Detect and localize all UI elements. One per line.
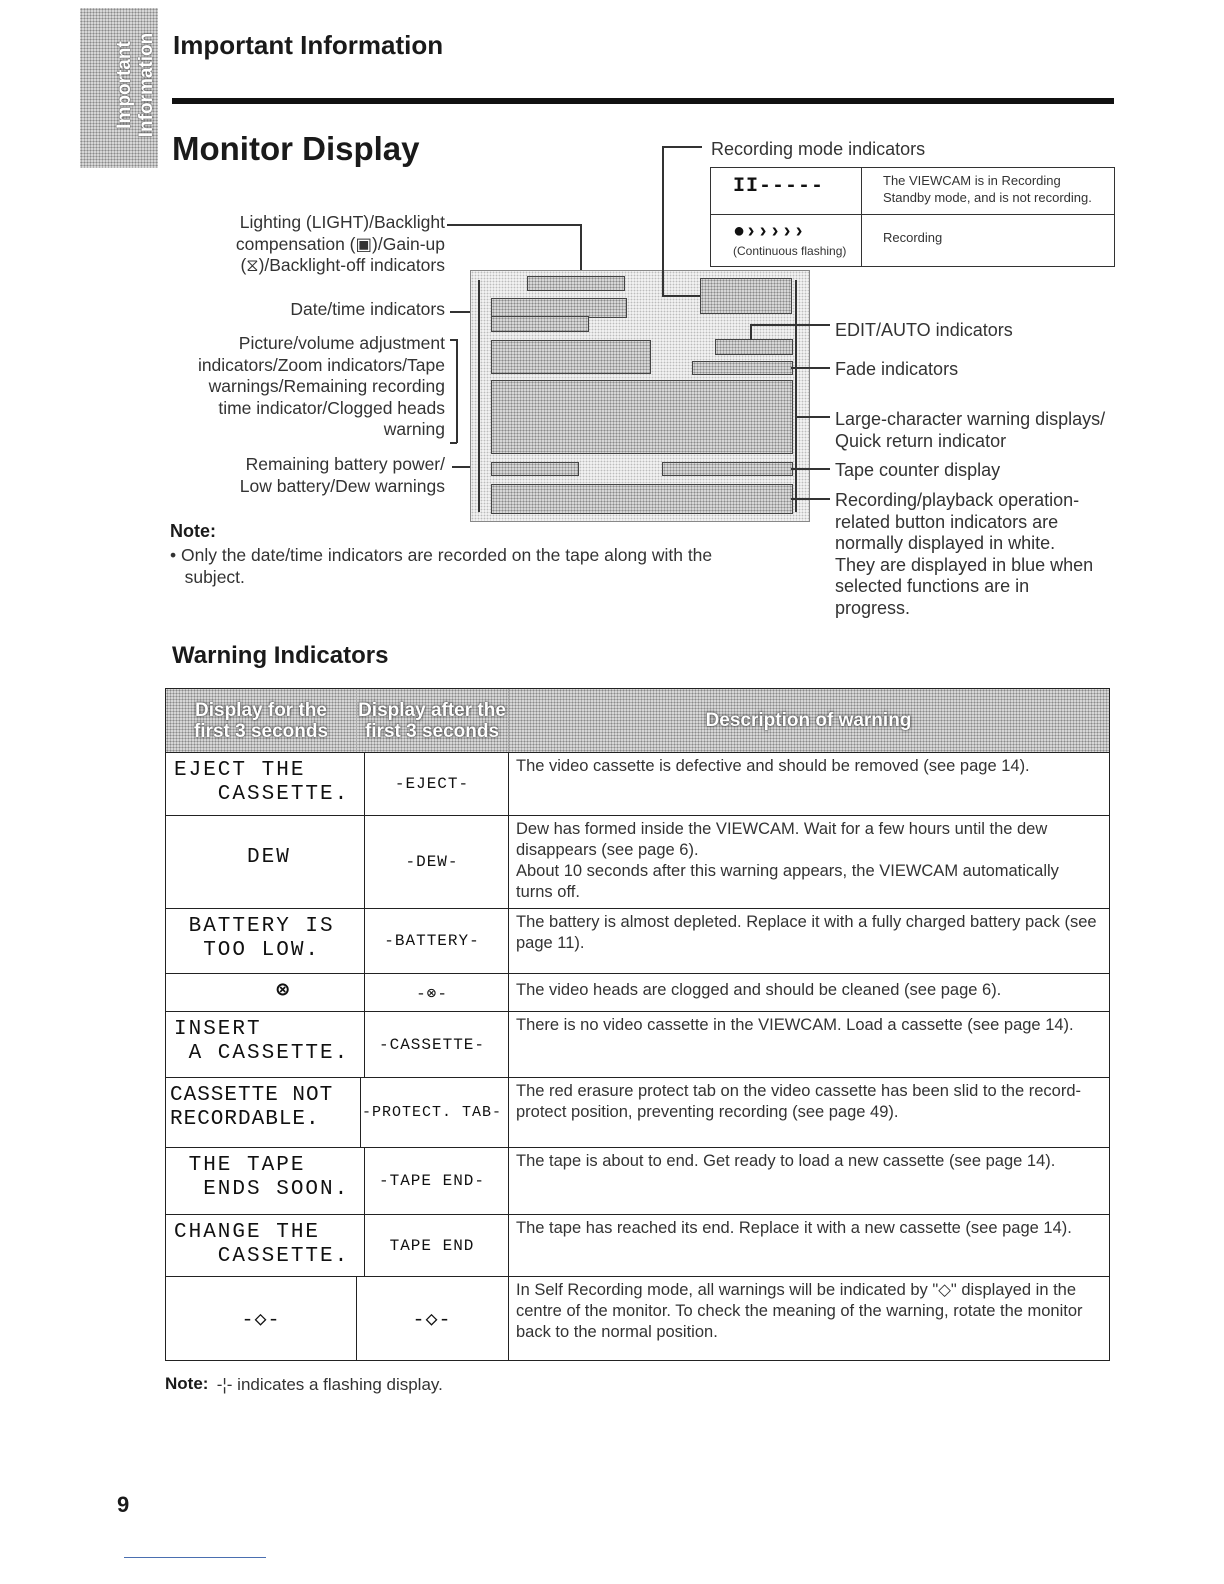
leader-bracket [456,339,458,443]
edit-auto-area [715,339,793,355]
after-display: TAPE END [389,1236,475,1255]
edit-auto-label: EDIT/AUTO indicators [835,320,1013,340]
first-display: THE TAPE ENDS SOON. [166,1148,365,1214]
datetime-indicator-area-2 [491,316,589,332]
leader-line [791,498,830,500]
recording-mode-title: Recording mode indicators [711,139,926,159]
clogged-heads-icon: ⊗ [166,974,365,1011]
standby-symbol: II----- [733,175,825,198]
warning-table [165,688,1110,1361]
monitor-note-title: Note: [170,521,216,541]
battery-area [491,462,579,476]
table-row [166,909,1109,974]
first-display: INSERT A CASSETTE. [166,1012,365,1077]
fade-label: Fade indicators [835,359,959,379]
after-display: -BATTERY- [384,932,480,950]
warning-description: Dew has formed inside the VIEWCAM. Wait for a few hours until the dew disappears (see page 6). About 10 seconds after this warning appears, the VIEWCAM automatically turns off. [516,820,1059,901]
first-display: EJECT THE CASSETTE. [166,753,365,815]
recording-symbol-sub: (Continuous flashing) [733,244,847,258]
table-note-title: Note: [165,1374,209,1393]
monitor-display-heading: Monitor Display [172,130,420,167]
after-display: -PROTECT. TAB- [361,1104,503,1121]
side-tab-label: Important Information [114,32,157,138]
warning-description: There is no video cassette in the VIEWCAM. Load a cassette (see page 14). [516,1016,1074,1034]
monitor-right-rail [795,280,797,512]
first-display: CASSETTE NOT RECORDABLE. [166,1078,361,1147]
col-header-after: Display after the first 3 seconds [356,689,509,752]
datetime-label: Date/time indicators [290,299,445,319]
recording-mode-row [711,215,1114,266]
leader-line [750,324,830,326]
lighting-indicator-area [527,276,625,291]
leader-line [662,295,700,297]
leader-line [447,224,581,226]
datetime-indicator-area [491,298,627,318]
footer-line [124,1557,266,1558]
picture-label: Picture/volume adjustment indicators/Zoom indicators/Tape warnings/Remaining recording time indicator/Clogged heads warning [197,333,445,439]
warning-table-header [166,689,1109,753]
col-header-description: Description of warning [705,710,912,731]
first-display: BATTERY IS TOO LOW. [166,909,365,973]
section-side-tab [80,8,158,168]
table-row [166,1012,1109,1078]
tape-counter-label: Tape counter display [835,460,1001,480]
warning-description: In Self Recording mode, all warnings will be indicated by "◇" displayed in the centre of the monitor. To check the meaning of the warning, rotate the monitor back to the normal position. [516,1281,1083,1341]
battery-label: Remaining battery power/ Low battery/Dew warnings [239,454,445,496]
warning-description: The video cassette is defective and should be removed (see page 14). [516,757,1030,775]
after-display: -⊗- [416,984,448,1003]
first-display: CHANGE THE CASSETTE. [166,1215,365,1276]
table-note-text: -¦- indicates a flashing display. [212,1375,443,1394]
recording-mode-row [711,168,1114,215]
header-divider [172,98,1114,104]
large-character-area [491,380,793,454]
monitor-left-rail [478,280,480,512]
leader-line [791,468,830,470]
col-header-first: Display for the first 3 seconds [166,689,357,752]
table-row [166,1148,1109,1215]
leader-line [791,367,830,369]
leader-bracket [450,442,457,444]
picture-adjust-area [491,340,651,374]
leader-line [662,146,664,296]
recording-symbol: ●››››› [733,221,806,244]
first-display: DEW [166,816,365,908]
warning-description: The tape has reached its end. Replace it with a new cassette (see page 14). [516,1219,1072,1237]
leader-line [750,324,752,340]
warning-description: The video heads are clogged and should be cleaned (see page 6). [516,981,1002,999]
warning-description: The tape is about to end. Get ready to load a new cassette (see page 14). [516,1152,1056,1170]
recording-mode-table [710,167,1115,267]
page-header-title: Important Information [173,30,444,60]
after-display: -TAPE END- [378,1172,485,1190]
table-row [166,1215,1109,1277]
leader-line [796,416,830,418]
button-indicator-area [491,484,793,514]
self-recording-warning-icon: -◇- [412,1308,452,1332]
tape-counter-area [662,462,793,476]
after-display: -CASSETTE- [378,1035,485,1054]
table-row [166,1277,1109,1360]
monitor-note-text: • Only the date/time indicators are recorded on the tape along with the subject. [170,545,713,587]
after-display: -EJECT- [394,775,470,793]
warning-indicators-heading: Warning Indicators [172,642,389,669]
warning-description: The battery is almost depleted. Replace it with a fully charged battery pack (see page 11). [516,913,1097,952]
table-row [166,974,1109,1012]
after-display: -DEW- [405,853,459,871]
table-row [166,753,1109,816]
large-character-label: Large-character warning displays/ Quick return indicator [835,409,1106,451]
lighting-label: Lighting (LIGHT)/Backlight compensation (▣)/Gain-up (⧖)/Backlight-off indicators [235,212,445,275]
button-indicators-label: Recording/playback operation- related button indicators are normally displayed in white. They are displayed in blue when selected functions are in progress. [835,490,1094,618]
self-recording-warning-icon: -◇- [241,1308,281,1332]
page-number: 9 [117,1492,130,1517]
recording-mode-area [700,278,792,314]
table-row [166,1078,1109,1148]
standby-description: The VIEWCAM is in Recording Standby mode, and is not recording. [883,173,1092,205]
fade-area [692,361,793,375]
warning-description: The red erasure protect tab on the video cassette has been slid to the record-protect position, preventing recording (see page 49). [516,1082,1081,1121]
leader-bracket [450,339,457,341]
leader-line [662,146,702,148]
recording-description: Recording [883,230,943,245]
table-row [166,816,1109,909]
